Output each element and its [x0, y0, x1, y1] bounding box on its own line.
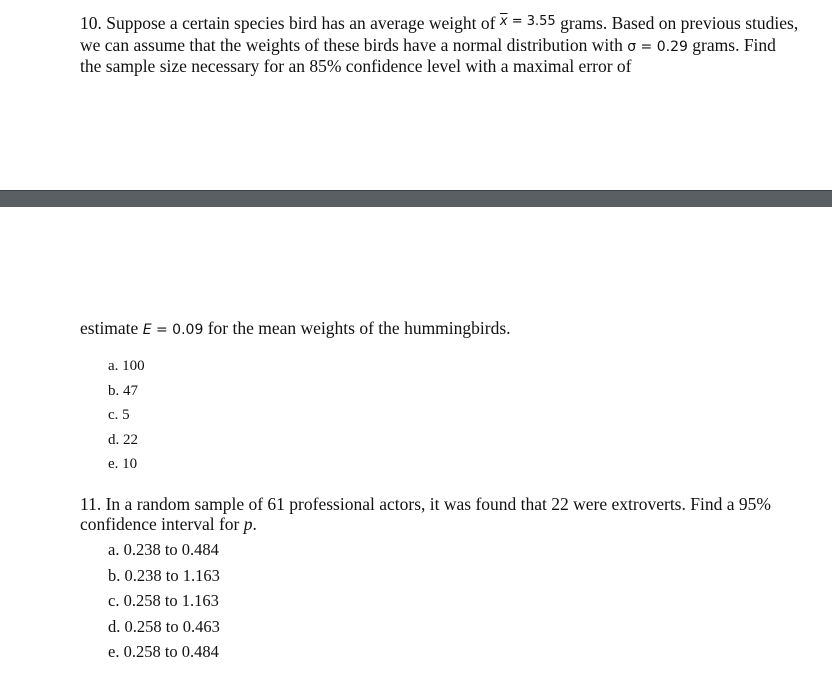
choice-10-a[interactable] — [108, 357, 145, 382]
choice-label: a. — [108, 358, 119, 374]
choice-label: c. — [108, 591, 120, 610]
choice-10-e[interactable] — [108, 455, 145, 480]
choice-11-e[interactable] — [108, 642, 220, 668]
choice-value: 0.258 to 0.463 — [124, 616, 220, 636]
p-symbol: p — [243, 514, 253, 534]
choice-value: 0.258 to 0.484 — [123, 642, 219, 661]
sigma-formula: σ = 0.29 — [627, 38, 688, 55]
page-divider — [0, 190, 832, 207]
choice-label: e. — [108, 642, 120, 661]
question-11-text-end: . — [252, 514, 257, 534]
choice-value: 5 — [122, 407, 130, 423]
choice-11-a[interactable] — [108, 540, 220, 566]
xbar-value: = 3.55 — [511, 14, 556, 29]
question-10-text-1: Suppose a certain species bird has an average weight of — [106, 13, 496, 33]
error-formula — [143, 322, 204, 338]
question-11-text-1: In a random sample of 61 professional actors, it was found that 22 were extroverts. Find a 95% confidence interval for — [80, 494, 771, 534]
question-10-choices — [108, 357, 145, 480]
xbar-formula — [500, 14, 556, 29]
question-10-tail-2: for the mean weights of the hummingbirds. — [207, 318, 511, 338]
question-10-text-2: grams. Based on previous studies, we can assume that the weights of these birds have a normal distribution with — [80, 13, 799, 55]
choice-value: 22 — [123, 431, 138, 448]
question-11-choices — [108, 540, 220, 668]
question-10-stem-continued — [80, 318, 511, 340]
choice-10-d[interactable] — [108, 431, 145, 456]
e-symbol: E — [142, 322, 152, 338]
choice-10-c[interactable] — [108, 406, 145, 431]
choice-value: 100 — [122, 358, 145, 374]
question-10-number: 10. — [80, 13, 102, 33]
choice-label: a. — [108, 540, 120, 559]
choice-value: 0.238 to 1.163 — [124, 565, 220, 585]
choice-label: b. — [108, 382, 120, 399]
question-11-number: 11. — [80, 494, 102, 514]
xbar-symbol: $\overline{x}$ — [499, 14, 508, 29]
choice-11-d[interactable] — [108, 617, 220, 643]
choice-label: b. — [108, 565, 121, 585]
choice-label: d. — [108, 431, 120, 448]
question-10-stem — [80, 14, 800, 77]
question-11-stem — [80, 494, 800, 534]
choice-label: d. — [108, 616, 121, 636]
choice-value: 0.238 to 0.484 — [123, 540, 219, 559]
choice-label: e. — [108, 456, 119, 472]
choice-value: 0.258 to 1.163 — [123, 591, 219, 610]
e-value: = 0.09 — [156, 322, 204, 338]
question-10-tail-1: estimate — [80, 318, 139, 338]
choice-10-b[interactable] — [108, 382, 145, 407]
choice-label: c. — [108, 407, 119, 423]
choice-11-b[interactable] — [108, 566, 220, 592]
choice-value: 47 — [123, 382, 138, 399]
question-10-text-3: grams. Find the sample size necessary for an 85% confidence level with a maximal error of — [80, 34, 776, 76]
choice-value: 10 — [122, 456, 138, 472]
choice-11-c[interactable] — [108, 591, 220, 617]
